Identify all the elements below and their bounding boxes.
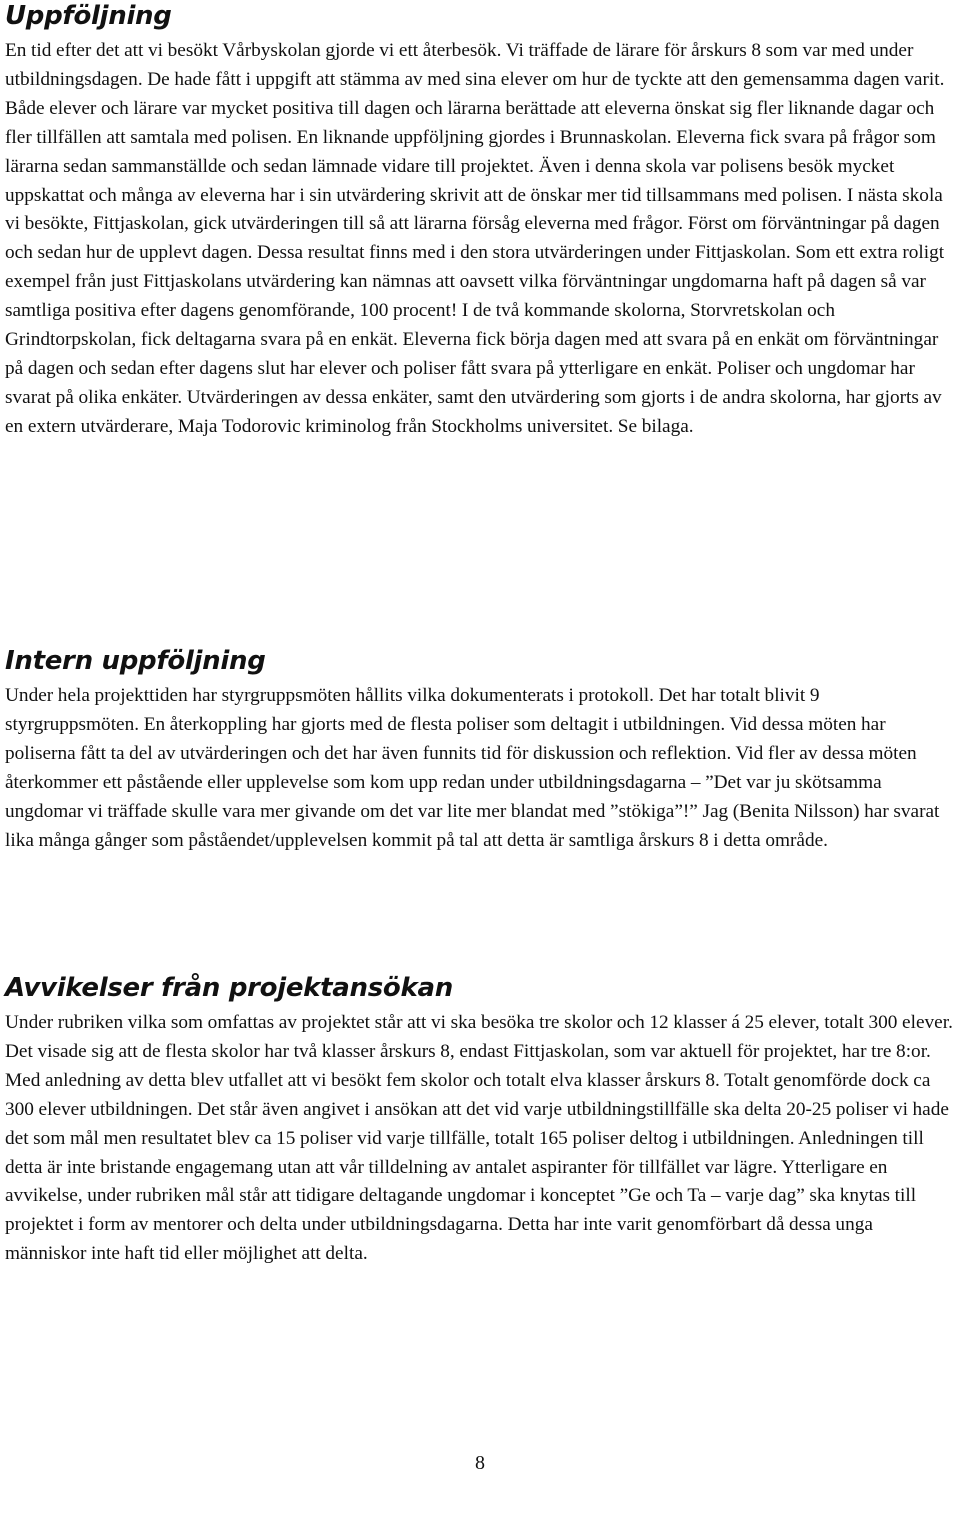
section-avvikelser — [5, 972, 955, 1269]
section-heading: Intern uppföljning — [5, 646, 266, 676]
page-number: 8 — [475, 1452, 485, 1474]
section-paragraph — [5, 1009, 955, 1269]
section-uppfoljning — [5, 0, 955, 442]
section-heading: Avvikelser från projektansökan — [5, 973, 453, 1003]
paragraph-text: En tid efter det att vi besökt Vårbyskolan gjorde vi ett återbesök. Vi träffade de lärare för årskurs 8 som var med under utbildningsdagen. De hade fått i uppgift att stämma av med sina elever om hur de tyckte att den gemensamma dagen varit. Både elever och lärare var mycket positiva till dagen och lärarna berättade att eleverna önskat sig fler liknande dagar och fler tillfällen att samtala med polisen. En liknande uppföljning gjordes i Brunnaskolan. Eleverna fick svara på frågor som lärarna sedan sammanställde och sedan lämnade vidare till projektet. Även i denna skola var polisens besök mycket uppskattat och många av eleverna har i sin utvärdering skrivit att de önskar mer tid tillsammans med polisen. I nästa skola vi besökte, Fittjaskolan, gick utvärderingen till så att lärarna försåg eleverna med frågor. Först om förväntningar på dagen och sedan hur de upplevt dagen. Dessa resultat finns med i den stora utvärderingen under Fittjaskolan. Som ett extra roligt exempel från just Fittjaskolans utvärdering kan nämnas att oavsett vilka förväntningar ungdomarna haft på dagen så var samtliga positiva efter dagens genomförande, 100 procent! I de två kommande skolorna, Storvretskolan och Grindtorpskolan, fick deltagarna svara på en enkät. Eleverna fick börja dagen med att svara på en enkät om förväntningar på dagen och sedan efter dagens slut har elever och poliser fått svara på ytterligare en enkät. Poliser och ungdomar har svarat på olika enkäter. Utvärderingen av dessa enkäter, samt den utvärdering som gjorts i de andra skolorna, har gjorts av en extern utvärderare, Maja Todorovic kriminolog från Stockholms universitet. Se bilaga. — [5, 40, 945, 437]
section-intern-uppfoljning — [5, 645, 955, 855]
section-paragraph — [5, 37, 955, 442]
paragraph-text: Under rubriken vilka som omfattas av projektet står att vi ska besöka tre skolor och 12 klasser á 25 elever, totalt 300 elever. Det visade sig att de flesta skolor har två klasser årskurs 8, endast Fittjaskolan, som var aktuell för projektet, har tre 8:or. Med anledning av detta blev utfallet att vi besökt fem skolor och totalt elva klasser årskurs 8. Totalt genomförde dock ca 300 elever utbildningen. Det står även angivet i ansökan att det vid varje utbildningstillfälle ska delta 20-25 poliser vi hade det som mål men resultatet blev ca 15 poliser vid varje tillfälle, totalt 165 poliser deltog i utbildningen. Anledningen till detta är inte bristande engagemang utan att vår tilldelning av antalet aspiranter för tillfället var lägre. Ytterligare en avvikelse, under rubriken mål står att tidigare deltagande ungdomar i konceptet ”Ge och Ta – varje dag” ska knytas till projektet i form av mentorer och delta under utbildningsdagarna. Detta har inte varit genomförbart då dessa unga människor inte haft tid eller möjlighet att delta. — [5, 1012, 953, 1265]
paragraph-text: Under hela projekttiden har styrgruppsmöten hållits vilka dokumenterats i protokoll. Det har totalt blivit 9 styrgruppsmöten. En återkoppling har gjorts med de flesta poliser som deltagit i utbildningen. Vid dessa möten har poliserna fått ta del av utvärderingen och det har även funnits tid för diskussion och reflektion. Vid fler av dessa möten återkommer ett påstående eller upplevelse som kom upp redan under utbildningsdagarna – ”Det var ju skötsamma ungdomar vi träffade skulle vara mer givande om det var lite mer blandat med ”stökiga”!” Jag (Benita Nilsson) har svarat lika många gånger som påståendet/upplevelsen kommit på tal att detta är samtliga årskurs 8 i detta område. — [5, 685, 940, 851]
section-heading: Uppföljning — [5, 1, 172, 31]
section-paragraph — [5, 682, 955, 855]
